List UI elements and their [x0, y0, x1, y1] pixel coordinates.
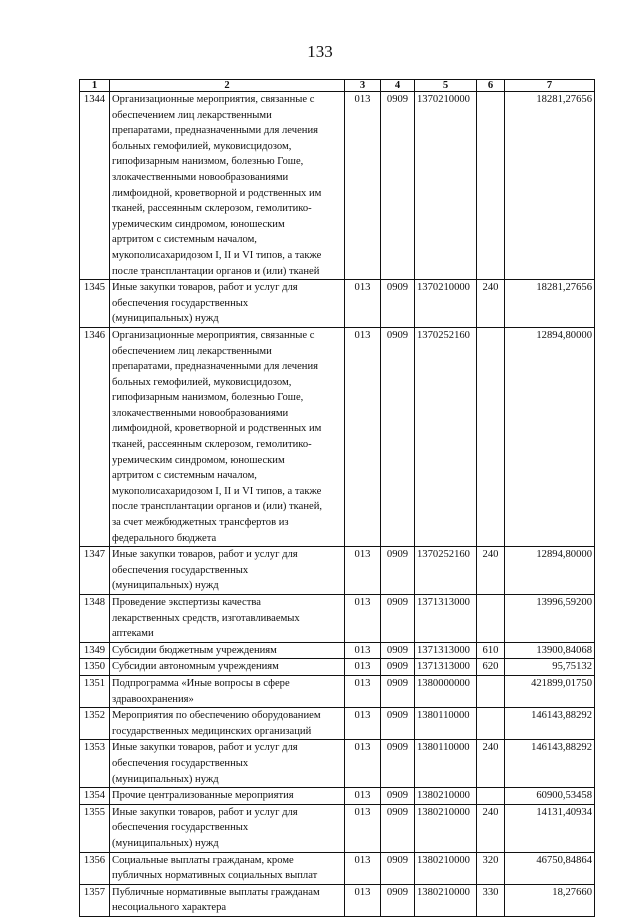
row-number: 1346 [80, 327, 110, 546]
row-number: 1348 [80, 595, 110, 643]
page-number: 133 [307, 42, 333, 61]
item-name: Организационные мероприятия, связанные с обеспечением лиц лекарственными препаратами, предназначенными для лечения больных гемофилией, муковисцидозом, гипофизарным нанизмом, болезнью Гоше, злокачественными новообразованиями лимфоидной, кроветворной и родственных им тканей, рассеянным склерозом, гемолитико- уремическим синдромом, юношеским артритом с системным началом, мукополисахаридозом I, II и VI типов, а также после трансплантации органов и (или) тканей [110, 92, 345, 280]
ministry-code: 013 [345, 804, 381, 852]
ministry-code: 013 [345, 884, 381, 916]
target-code: 1370210000 [415, 280, 477, 328]
section-code: 0909 [381, 595, 415, 643]
ministry-code: 013 [345, 327, 381, 546]
target-code: 1371313000 [415, 642, 477, 659]
table-row [80, 327, 595, 546]
target-code: 1380210000 [415, 788, 477, 805]
ministry-code: 013 [345, 788, 381, 805]
expense-type-code: 240 [477, 280, 505, 328]
section-code: 0909 [381, 804, 415, 852]
row-number: 1350 [80, 659, 110, 676]
amount: 95,75132 [505, 659, 595, 676]
item-name: Проведение экспертизы качества лекарственных средств, изготавливаемых аптеками [110, 595, 345, 643]
expense-type-code: 240 [477, 740, 505, 788]
expense-type-code [477, 788, 505, 805]
table-row [80, 659, 595, 676]
row-number: 1349 [80, 642, 110, 659]
ministry-code: 013 [345, 92, 381, 280]
table-row [80, 788, 595, 805]
ministry-code: 013 [345, 595, 381, 643]
target-code: 1380110000 [415, 708, 477, 740]
section-code: 0909 [381, 740, 415, 788]
section-code: 0909 [381, 708, 415, 740]
table-row [80, 740, 595, 788]
amount: 60900,53458 [505, 788, 595, 805]
item-name: Иные закупки товаров, работ и услуг для обеспечения государственных (муниципальных) нужд [110, 280, 345, 328]
row-number: 1352 [80, 708, 110, 740]
expense-type-code: 610 [477, 642, 505, 659]
row-number: 1356 [80, 852, 110, 884]
table-row [80, 884, 595, 916]
amount: 13996,59200 [505, 595, 595, 643]
col-header: 2 [110, 80, 345, 92]
col-header: 5 [415, 80, 477, 92]
row-number: 1345 [80, 280, 110, 328]
amount: 13900,84068 [505, 642, 595, 659]
header-row [80, 80, 595, 92]
table-row [80, 852, 595, 884]
amount: 18281,27656 [505, 280, 595, 328]
section-code: 0909 [381, 547, 415, 595]
row-number: 1353 [80, 740, 110, 788]
row-number: 1344 [80, 92, 110, 280]
ministry-code: 013 [345, 852, 381, 884]
col-header: 3 [345, 80, 381, 92]
section-code: 0909 [381, 852, 415, 884]
ministry-code: 013 [345, 659, 381, 676]
item-name: Социальные выплаты гражданам, кроме публичных нормативных социальных выплат [110, 852, 345, 884]
amount: 18,27660 [505, 884, 595, 916]
target-code: 1380210000 [415, 884, 477, 916]
target-code: 1380210000 [415, 804, 477, 852]
target-code: 1380000000 [415, 675, 477, 707]
row-number: 1351 [80, 675, 110, 707]
expense-type-code [477, 595, 505, 643]
table-row [80, 804, 595, 852]
item-name: Иные закупки товаров, работ и услуг для обеспечения государственных (муниципальных) нужд [110, 547, 345, 595]
row-number: 1355 [80, 804, 110, 852]
target-code: 1370252160 [415, 327, 477, 546]
table-row [80, 675, 595, 707]
col-header: 7 [505, 80, 595, 92]
amount: 46750,84864 [505, 852, 595, 884]
section-code: 0909 [381, 675, 415, 707]
expense-type-code [477, 675, 505, 707]
target-code: 1380110000 [415, 740, 477, 788]
amount: 146143,88292 [505, 740, 595, 788]
target-code: 1370252160 [415, 547, 477, 595]
expense-type-code: 240 [477, 804, 505, 852]
row-number: 1357 [80, 884, 110, 916]
section-code: 0909 [381, 327, 415, 546]
table-row [80, 280, 595, 328]
section-code: 0909 [381, 92, 415, 280]
table-row [80, 547, 595, 595]
col-header: 6 [477, 80, 505, 92]
row-number: 1347 [80, 547, 110, 595]
expense-type-code [477, 708, 505, 740]
item-name: Подпрограмма «Иные вопросы в сфере здравоохранения» [110, 675, 345, 707]
expense-type-code: 620 [477, 659, 505, 676]
section-code: 0909 [381, 642, 415, 659]
amount: 12894,80000 [505, 547, 595, 595]
target-code: 1370210000 [415, 92, 477, 280]
ministry-code: 013 [345, 740, 381, 788]
expense-type-code: 240 [477, 547, 505, 595]
expense-type-code [477, 92, 505, 280]
expense-type-code: 330 [477, 884, 505, 916]
ministry-code: 013 [345, 642, 381, 659]
amount: 18281,27656 [505, 92, 595, 280]
item-name: Иные закупки товаров, работ и услуг для обеспечения государственных (муниципальных) нужд [110, 804, 345, 852]
item-name: Субсидии автономным учреждениям [110, 659, 345, 676]
col-header: 4 [381, 80, 415, 92]
item-name: Иные закупки товаров, работ и услуг для обеспечения государственных (муниципальных) нужд [110, 740, 345, 788]
amount: 12894,80000 [505, 327, 595, 546]
section-code: 0909 [381, 659, 415, 676]
table-row [80, 92, 595, 280]
ministry-code: 013 [345, 547, 381, 595]
target-code: 1380210000 [415, 852, 477, 884]
table-row [80, 595, 595, 643]
table-row [80, 642, 595, 659]
item-name: Прочие централизованные мероприятия [110, 788, 345, 805]
section-code: 0909 [381, 884, 415, 916]
section-code: 0909 [381, 788, 415, 805]
target-code: 1371313000 [415, 659, 477, 676]
amount: 421899,01750 [505, 675, 595, 707]
amount: 146143,88292 [505, 708, 595, 740]
amount: 14131,40934 [505, 804, 595, 852]
item-name: Мероприятия по обеспечению оборудованием государственных медицинских организаций [110, 708, 345, 740]
ministry-code: 013 [345, 708, 381, 740]
expense-type-code [477, 327, 505, 546]
target-code: 1371313000 [415, 595, 477, 643]
section-code: 0909 [381, 280, 415, 328]
item-name: Организационные мероприятия, связанные с обеспечением лиц лекарственными препаратами, предназначенными для лечения больных гемофилией, муковисцидозом, гипофизарным нанизмом, болезнью Гоше, злокачественными новообразованиями лимфоидной, кроветворной и родственных им тканей, рассеянным склерозом, гемолитико- уремическим синдромом, юношеским артритом с системным началом, мукополисахаридозом I, II и VI типов, а также после трансплантации органов и (или) тканей, за счет межбюджетных трансфертов из федерального бюджета [110, 327, 345, 546]
table-row [80, 708, 595, 740]
expense-type-code: 320 [477, 852, 505, 884]
item-name: Публичные нормативные выплаты гражданам несоциального характера [110, 884, 345, 916]
row-number: 1354 [80, 788, 110, 805]
item-name: Субсидии бюджетным учреждениям [110, 642, 345, 659]
ministry-code: 013 [345, 280, 381, 328]
ministry-code: 013 [345, 675, 381, 707]
col-header: 1 [80, 80, 110, 92]
budget-table [79, 79, 595, 917]
